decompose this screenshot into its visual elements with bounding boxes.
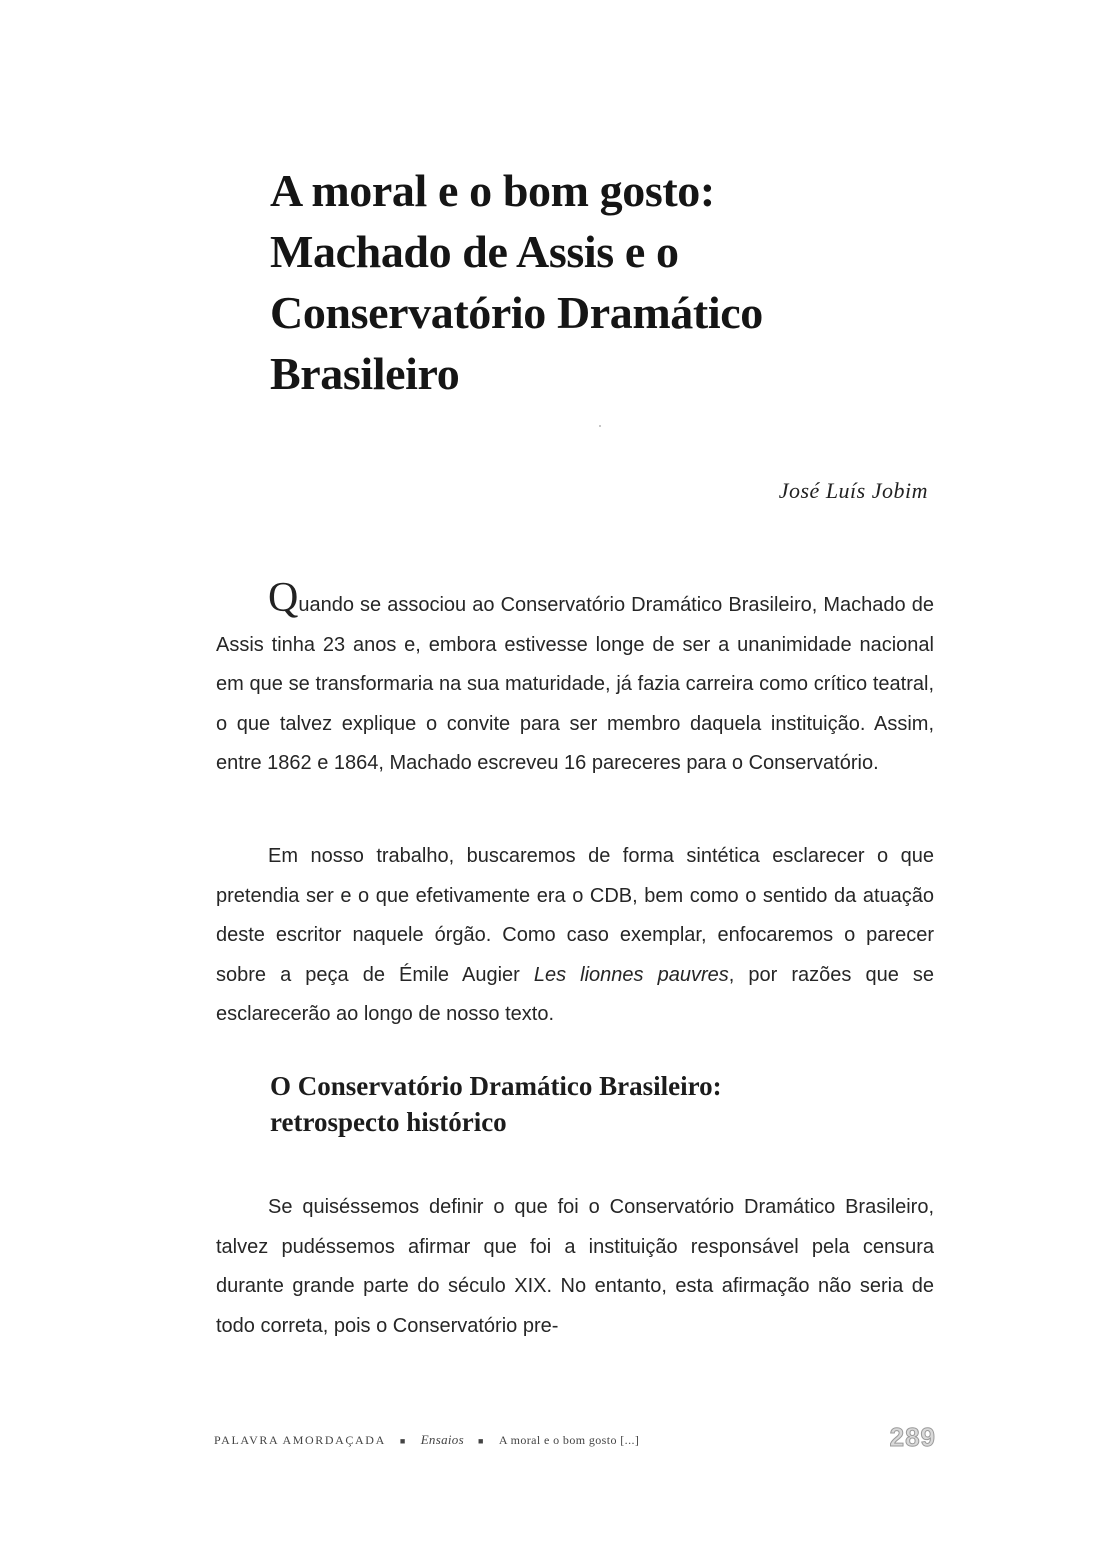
page-number: 289 xyxy=(889,1422,936,1452)
paragraph-text xyxy=(216,575,934,784)
paragraph-body-start: Em nosso trabalho, buscaremos de forma sintética esclarecer o que pretendia ser e o que efetivamente era o CDB, bem como o sentido da atuação deste escritor naquele órgão. Como caso exemplar, enfocaremos o parecer sobre a peça de Émile Augier xyxy=(216,845,934,986)
bullet-separator-icon: ■ xyxy=(399,1436,407,1447)
footer-article-title: A moral e o bom gosto [...] xyxy=(498,1433,640,1447)
page-footer xyxy=(214,1422,936,1456)
play-title: Les lionnes pauvres xyxy=(533,963,729,986)
paragraph-body-end: , por razões que se esclarecerão ao longo de nosso texto. xyxy=(216,963,934,1025)
paragraph-text xyxy=(216,837,934,1035)
author-name: José Luís Jobim xyxy=(778,478,928,503)
scan-speck xyxy=(599,425,601,427)
drop-cap: Q xyxy=(268,575,299,621)
title-line: Conservatório Dramático xyxy=(270,287,763,338)
title-line: Brasileiro xyxy=(270,348,460,399)
running-footer xyxy=(214,1432,639,1448)
section-heading-line: O Conservatório Dramático Brasileiro: xyxy=(270,1071,722,1101)
intro-paragraph-1 xyxy=(216,575,934,784)
paragraph-body: Se quiséssemos definir o que foi o Conservatório Dramático Brasileiro, talvez pudéssemos afirmar que foi a instituição responsável pela censura durante grande parte do século XIX. No entanto, esta afirmação não seria de todo correta, pois o Conservatório pre- xyxy=(216,1196,934,1337)
intro-paragraph-2 xyxy=(216,837,934,1035)
title-line: Machado de Assis e o xyxy=(270,226,679,277)
footer-section: Ensaios xyxy=(420,1432,464,1447)
footer-book-title: PALAVRA AMORDAÇADA xyxy=(214,1433,386,1447)
article-title xyxy=(270,160,970,404)
bullet-separator-icon: ■ xyxy=(477,1436,485,1447)
section-heading xyxy=(270,1068,910,1140)
title-line: A moral e o bom gosto: xyxy=(270,165,715,216)
paragraph-body: uando se associou ao Conservatório Dramático Brasileiro, Machado de Assis tinha 23 anos e, embora estivesse longe de ser a unanimidade nacional em que se transformaria na sua maturidade, já fazia carreira como crítico teatral, o que talvez explique o convite para ser membro daquela instituição. Assim, entre 1862 e 1864, Machado escreveu 16 pareceres para o Conservatório. xyxy=(216,594,934,774)
section-heading-line: retrospecto histórico xyxy=(270,1107,507,1137)
section-paragraph xyxy=(216,1188,934,1346)
